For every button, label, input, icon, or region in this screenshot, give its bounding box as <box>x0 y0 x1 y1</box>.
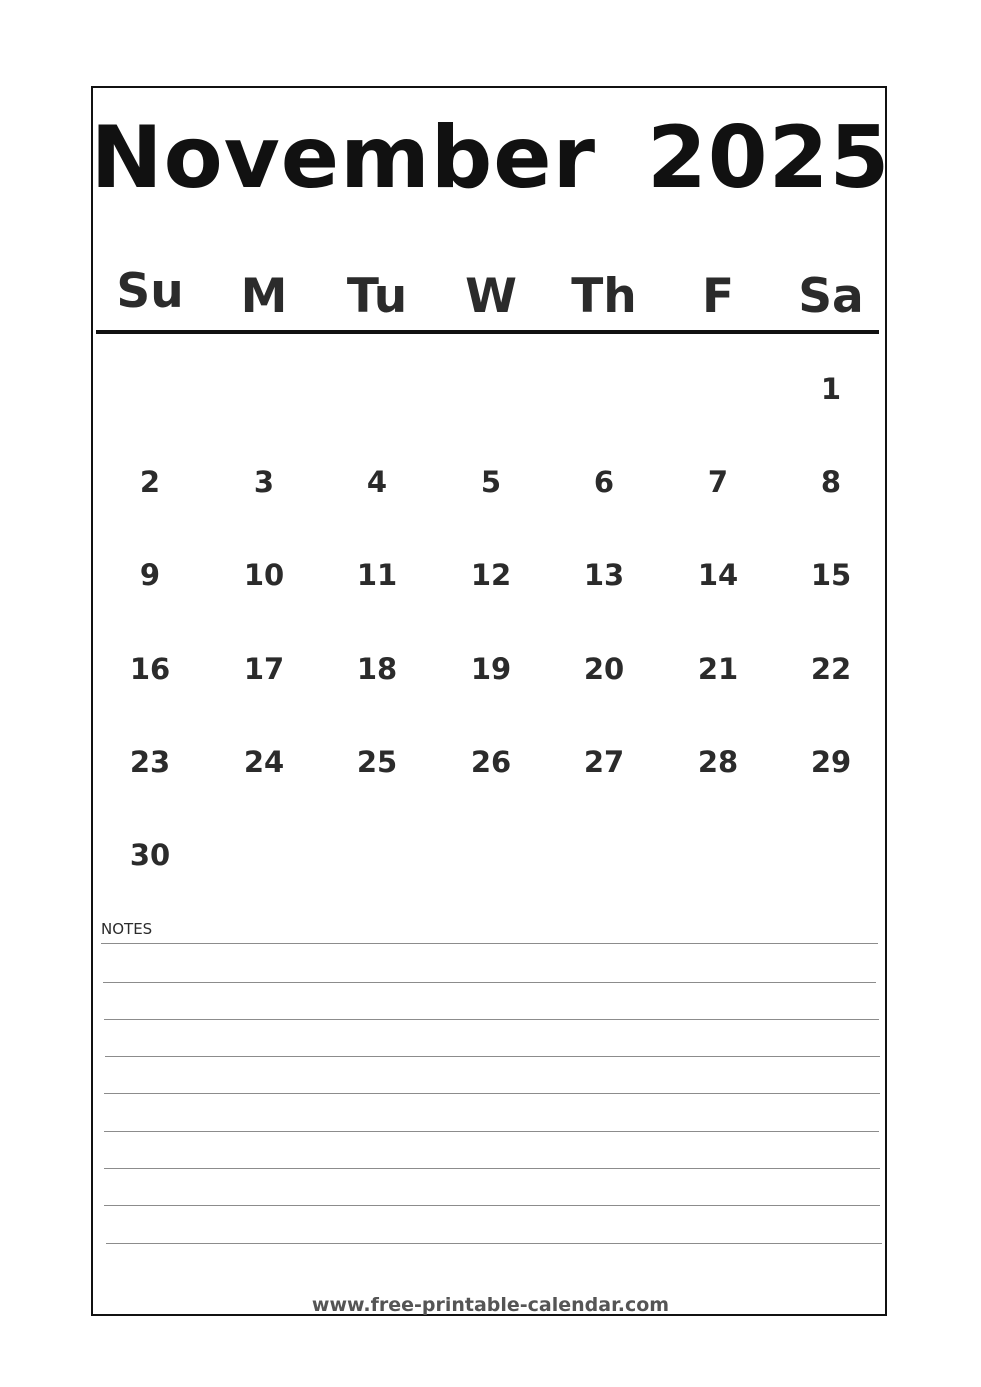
day-cell: 10 <box>243 558 285 592</box>
weekday-header-3: W <box>465 269 517 324</box>
day-cell: 20 <box>583 652 625 686</box>
day-cell: 7 <box>707 465 729 499</box>
day-cell: 13 <box>583 558 625 592</box>
notes-line <box>104 1019 879 1020</box>
weekday-header-5: F <box>701 269 735 324</box>
notes-line <box>104 1205 880 1206</box>
day-cell: 1 <box>820 372 842 406</box>
day-cell: 17 <box>243 652 285 686</box>
day-cell: 22 <box>810 652 852 686</box>
day-cell: 3 <box>253 465 275 499</box>
day-cell: 18 <box>356 652 398 686</box>
notes-line <box>101 943 878 944</box>
day-cell: 9 <box>139 558 161 592</box>
weekday-header-1: M <box>240 269 288 324</box>
notes-line <box>105 1056 880 1057</box>
day-cell: 27 <box>583 745 625 779</box>
day-cell: 12 <box>470 558 512 592</box>
calendar-title: November 2025 <box>90 108 891 208</box>
weekday-header-4: Th <box>571 269 637 324</box>
day-cell: 28 <box>697 745 739 779</box>
day-cell: 5 <box>480 465 502 499</box>
notes-line <box>103 982 876 983</box>
weekday-header-2: Tu <box>346 269 408 324</box>
day-cell: 6 <box>593 465 615 499</box>
weekday-divider <box>96 330 879 334</box>
notes-label: NOTES <box>101 920 153 938</box>
day-cell: 11 <box>356 558 398 592</box>
day-cell: 16 <box>129 652 171 686</box>
day-cell: 4 <box>366 465 388 499</box>
day-cell: 2 <box>139 465 161 499</box>
day-cell: 14 <box>697 558 739 592</box>
weekday-header-6: Sa <box>798 269 864 324</box>
day-cell: 8 <box>820 465 842 499</box>
day-cell: 26 <box>470 745 512 779</box>
notes-line <box>104 1093 880 1094</box>
day-cell: 23 <box>129 745 171 779</box>
day-cell: 15 <box>810 558 852 592</box>
day-cell: 19 <box>470 652 512 686</box>
day-cell: 29 <box>810 745 852 779</box>
notes-line <box>106 1243 882 1244</box>
footer-url: www.free-printable-calendar.com <box>311 1294 670 1316</box>
weekday-header-0: Su <box>116 264 184 319</box>
day-cell: 24 <box>243 745 285 779</box>
notes-line <box>104 1168 880 1169</box>
day-cell: 30 <box>129 838 171 872</box>
day-cell: 25 <box>356 745 398 779</box>
notes-line <box>104 1131 879 1132</box>
day-cell: 21 <box>697 652 739 686</box>
